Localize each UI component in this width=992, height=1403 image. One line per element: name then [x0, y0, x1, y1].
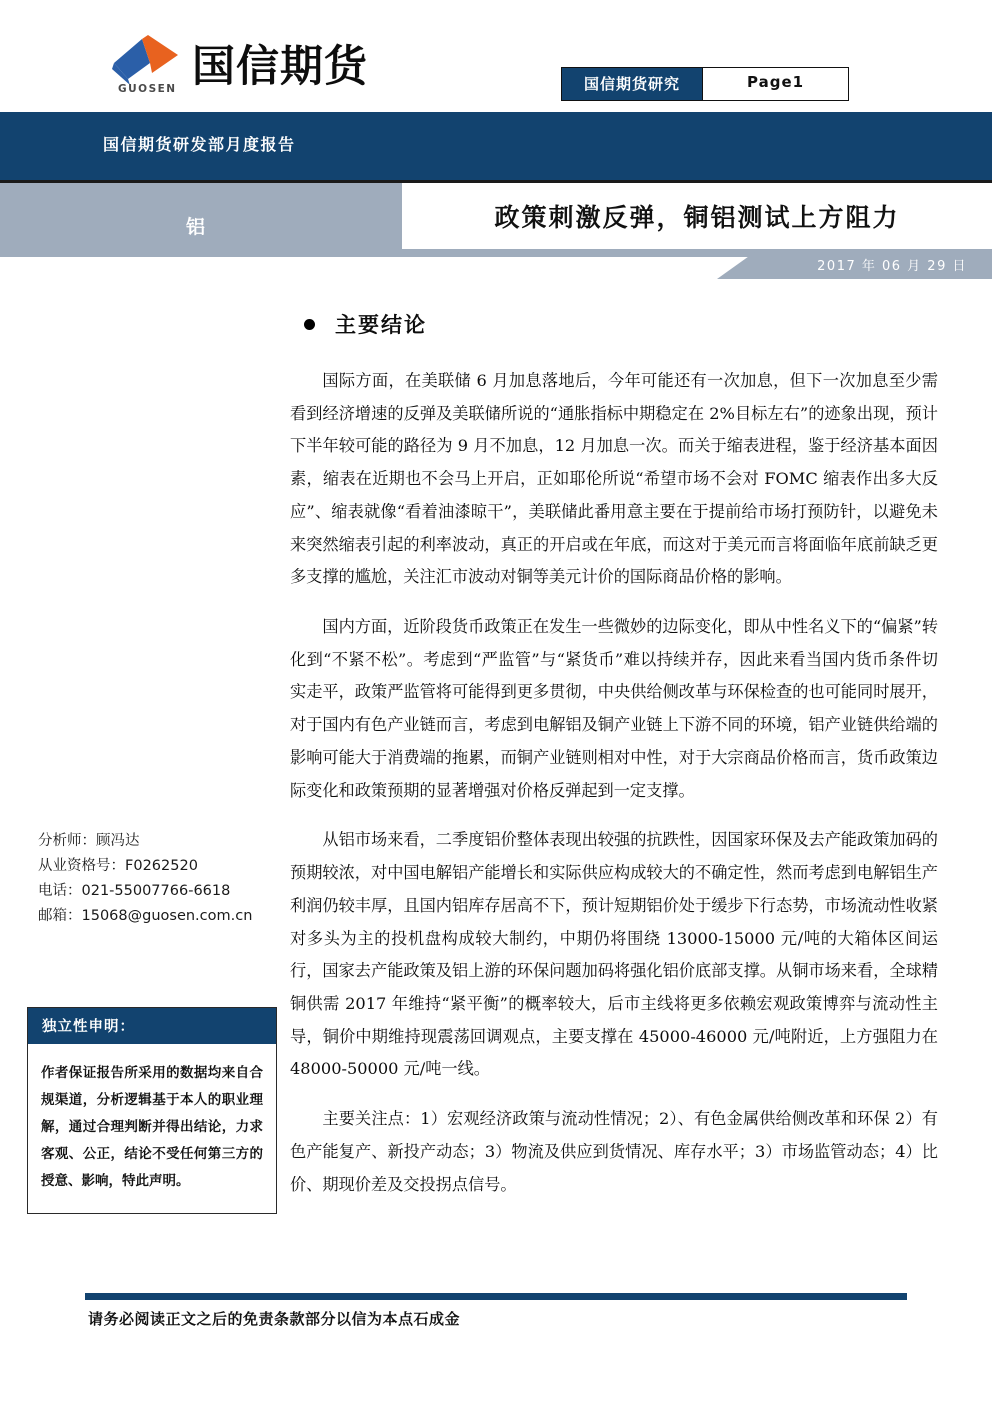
report-title-box [402, 183, 992, 249]
analyst-info-block [38, 829, 252, 929]
analyst-phone-value: 021-55007766-6618 [81, 882, 231, 899]
analyst-license-label: 从业资格号： [38, 857, 125, 874]
paragraph-focus-points: 主要关注点：1）宏观经济政策与流动性情况；2）、有色金属供给侧改革和环保 2）有色产能复产、新投产动态；3）物流及供应到货情况、库存水平；3）市场监管动态；4）比价、期现价差及交投拐点信号。 [290, 1109, 938, 1194]
analyst-phone-label: 电话： [38, 882, 82, 899]
section-heading-main-conclusions [304, 309, 950, 339]
section-heading-label: 主要结论 [335, 312, 427, 337]
analyst-email-label: 邮箱： [38, 907, 82, 924]
guosen-diamond-logo-icon [108, 33, 186, 95]
independence-statement-title: 独立性申明： [28, 1008, 276, 1044]
main-content [290, 279, 950, 1218]
header-badge-group [561, 67, 849, 101]
analyst-license-value: F0262520 [125, 857, 198, 874]
paragraph-international: 国际方面，在美联储 6 月加息落地后，今年可能还有一次加息，但下一次加息至少需看到经济增速的反弹及美联储所说的“通胀指标中期稳定在 2%目标左右”的迹象出现，预计下半年较可能的路径为 9 月不加息，12 月加息一次。而关于缩表进程，鉴于经济基本面因素，缩表在近期也不会马上开启，正如耶伦所说“希望市场不会对 FOMC 缩表作出多大反应”、缩表就像“看着油漆晾干”，美联储此番用意主要在于提前给市场打预防针，以避免未来突然缩表引起的利率波动，真正的开启或在年底，而这对于美元而言将面临年底前缺乏更多支撑的尴尬，关注汇市波动对铜等美元计价的国际商品价格的影响。 [290, 371, 938, 587]
footer-divider-rule [85, 1293, 907, 1300]
bullet-dot-icon [304, 319, 315, 330]
paragraph-market-outlook: 从铝市场来看，二季度铝价整体表现出较强的抗跌性，因国家环保及去产能政策加码的预期较浓，对中国电解铝产能增长和实际供应构成较大的不确定性，然而考虑到电解铝生产利润仍较丰厚，且国内铝库存居高不下，预计短期铝价处于缓步下行态势，市场流动性收紧对多头为主的投机盘构成较大制约，中期仍将围绕 13000-15000 元/吨的大箱体区间运行，国家去产能政策及铝上游的环保问题加码将强化铝价底部支撑。从铜市场来看，全球精铜供需 2017 年维持“紧平衡”的概率较大，后市主线将更多依赖宏观政策博弈与流动性主导，铜价中期维持现震荡回调观点，主要支撑在 45000-46000 元/吨附近，上方强阻力在 48000-50000 元/吨一线。 [290, 830, 938, 1079]
independence-statement-box [27, 1007, 277, 1214]
report-series-label: 国信期货研发部月度报告 [103, 135, 296, 154]
banner-top-bar [0, 112, 992, 180]
report-date: 2017 年 06 月 29 日 [817, 259, 967, 274]
page-header [0, 0, 992, 112]
analyst-license-line [38, 854, 252, 879]
analyst-email-line [38, 904, 252, 929]
banner-date-strip [0, 249, 992, 279]
left-sidebar [0, 279, 290, 1279]
conclusion-paragraphs [290, 365, 938, 1201]
logo-chinese-text: 国信期货 [192, 42, 368, 92]
footer-notice: 请务必阅读正文之后的免责条款部分以信为本点石成金 [88, 1310, 461, 1328]
badge-page-number: Page1 [702, 68, 848, 100]
analyst-phone-line [38, 879, 252, 904]
report-title: 政策刺激反弹，铜铝测试上方阻力 [494, 203, 900, 232]
analyst-name-line [38, 829, 252, 854]
commodity-label: 铝 [186, 216, 208, 238]
paragraph-domestic: 国内方面，近阶段货币政策正在发生一些微妙的边际变化，即从中性名义下的“偏紧”转化到“不紧不松”。考虑到“严监管”与“紧货币”难以持续并存，因此来看当国内货币条件切实走平，政策严监管将可能得到更多贯彻，中央供给侧改革与环保检查的也可能同时展开，对于国内有色产业链而言，考虑到电解铝及铜产业链上下游不同的环境，铝产业链供给端的影响可能大于消费端的拖累，而铜产业链则相对中性，对于大宗商品价格而言，货币政策边际变化和政策预期的显著增强对价格反弹起到一定支撑。 [290, 617, 938, 800]
analyst-name-label: 分析师： [38, 833, 96, 849]
independence-statement-body: 作者保证报告所采用的数据均来自合规渠道，分析逻辑基于本人的职业理解，通过合理判断并得出结论，力求客观、公正，结论不受任何第三方的授意、影响，特此声明。 [41, 1065, 263, 1189]
analyst-email-value[interactable]: 15068@guosen.com.cn [81, 907, 253, 924]
brand-logo [108, 33, 368, 95]
badge-research-label: 国信期货研究 [562, 68, 702, 100]
logo-latin-text: GUOSEN [118, 83, 177, 95]
analyst-name-value: 顾冯达 [96, 833, 140, 849]
